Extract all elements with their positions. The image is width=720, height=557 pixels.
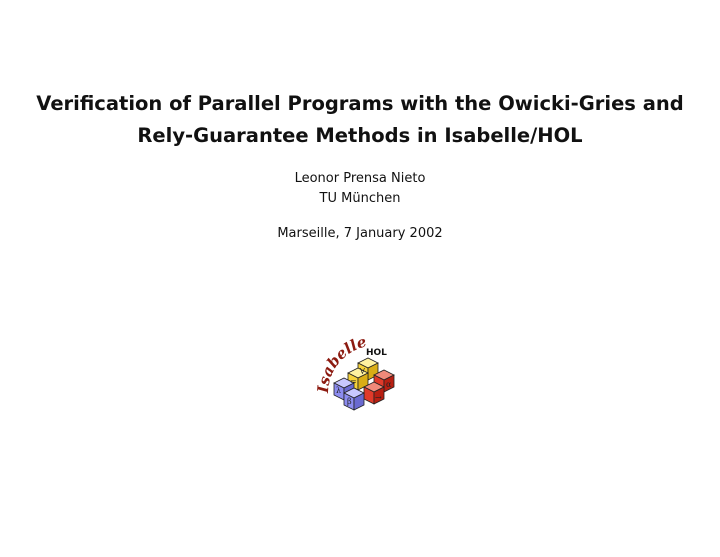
symbol-lambda: λ <box>336 386 342 395</box>
symbol-arrow: → <box>375 393 382 402</box>
affiliation: TU München <box>319 191 401 206</box>
author-name: Leonor Prensa Nieto <box>294 171 426 186</box>
symbol-beta: β <box>347 397 352 406</box>
symbol-equals: = <box>350 377 357 386</box>
title-line-2: Rely-Guarantee Methods in Isabelle/HOL <box>137 124 583 147</box>
logo-hol-text: HOL <box>366 348 387 358</box>
isabelle-logo-icon <box>300 325 420 425</box>
symbol-forall: ∀ <box>360 367 365 376</box>
title-line-1: Verification of Parallel Programs with the Owicki-Gries and <box>36 92 684 115</box>
logo-name-path: Isabelle <box>313 332 369 394</box>
slide-title <box>20 88 700 152</box>
logo-cubes <box>334 358 394 410</box>
symbol-alpha: α <box>386 380 392 389</box>
venue-date: Marseille, 7 January 2002 <box>277 226 443 241</box>
